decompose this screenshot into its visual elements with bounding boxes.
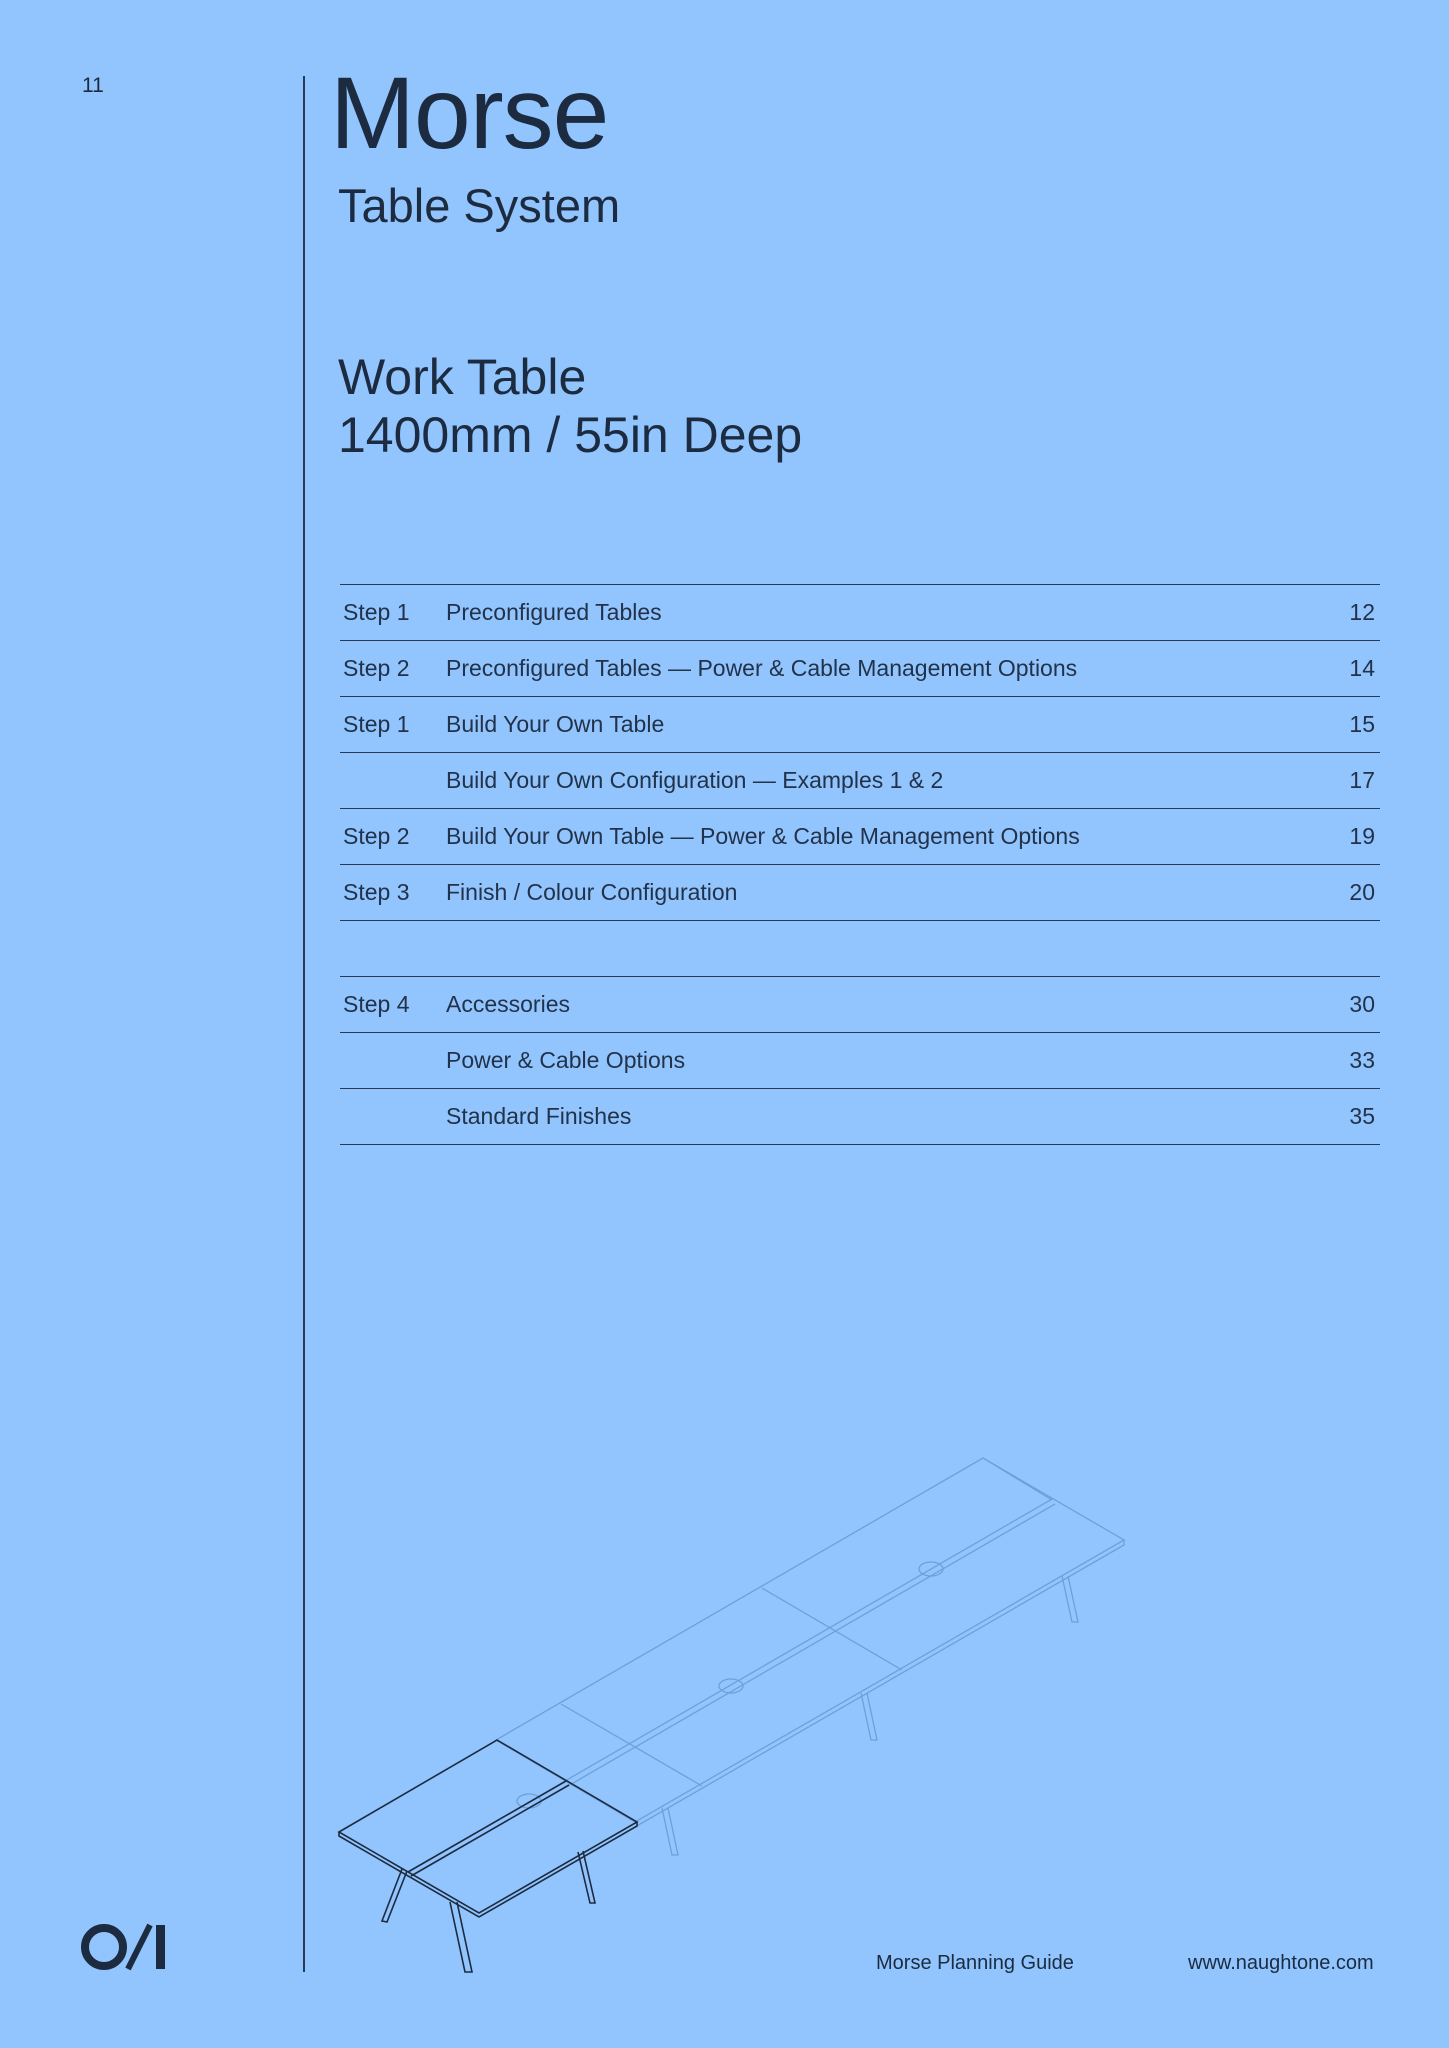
table-module-outline xyxy=(339,1740,637,1972)
toc-step: Step 2 xyxy=(343,655,410,681)
toc-page-number: 33 xyxy=(1349,1047,1375,1073)
toc-page-number: 12 xyxy=(1349,599,1375,625)
toc-step: Step 1 xyxy=(343,599,410,625)
toc-page-number: 17 xyxy=(1349,767,1375,793)
footer-guide-title: Morse Planning Guide xyxy=(876,1952,1074,1974)
page-title: Morse xyxy=(330,56,609,170)
toc-title: Power & Cable Options xyxy=(446,1047,686,1073)
toc-title: Standard Finishes xyxy=(446,1103,632,1129)
toc-step: Step 1 xyxy=(343,711,410,737)
toc-step: Step 2 xyxy=(343,823,410,849)
toc-title: Finish / Colour Configuration xyxy=(446,879,738,905)
page-number: 11 xyxy=(82,74,104,97)
toc-page-number: 14 xyxy=(1349,655,1375,681)
section-title-line-1: Work Table xyxy=(338,349,587,405)
toc-step: Step 3 xyxy=(343,879,410,905)
toc-title: Accessories xyxy=(446,991,570,1017)
toc-title: Preconfigured Tables xyxy=(446,599,662,625)
page-subtitle: Table System xyxy=(338,179,621,232)
toc-page-number: 20 xyxy=(1349,879,1375,905)
footer-website-link[interactable]: www.naughtone.com xyxy=(1188,1952,1374,1974)
toc-title: Build Your Own Table — Power & Cable Management Options xyxy=(446,823,1080,849)
toc-page-number: 35 xyxy=(1349,1103,1375,1129)
toc-title: Build Your Own Table xyxy=(446,711,665,737)
toc-page-number: 15 xyxy=(1349,711,1375,737)
toc-title: Preconfigured Tables — Power & Cable Management Options xyxy=(446,655,1078,681)
toc-page-number: 19 xyxy=(1349,823,1375,849)
brand-logo xyxy=(80,1922,172,1972)
section-title-line-2: 1400mm / 55in Deep xyxy=(338,407,803,463)
toc-step: Step 4 xyxy=(343,991,410,1017)
toc-title: Build Your Own Configuration — Examples 1 & 2 xyxy=(446,767,944,793)
toc-page-number: 30 xyxy=(1349,991,1375,1017)
